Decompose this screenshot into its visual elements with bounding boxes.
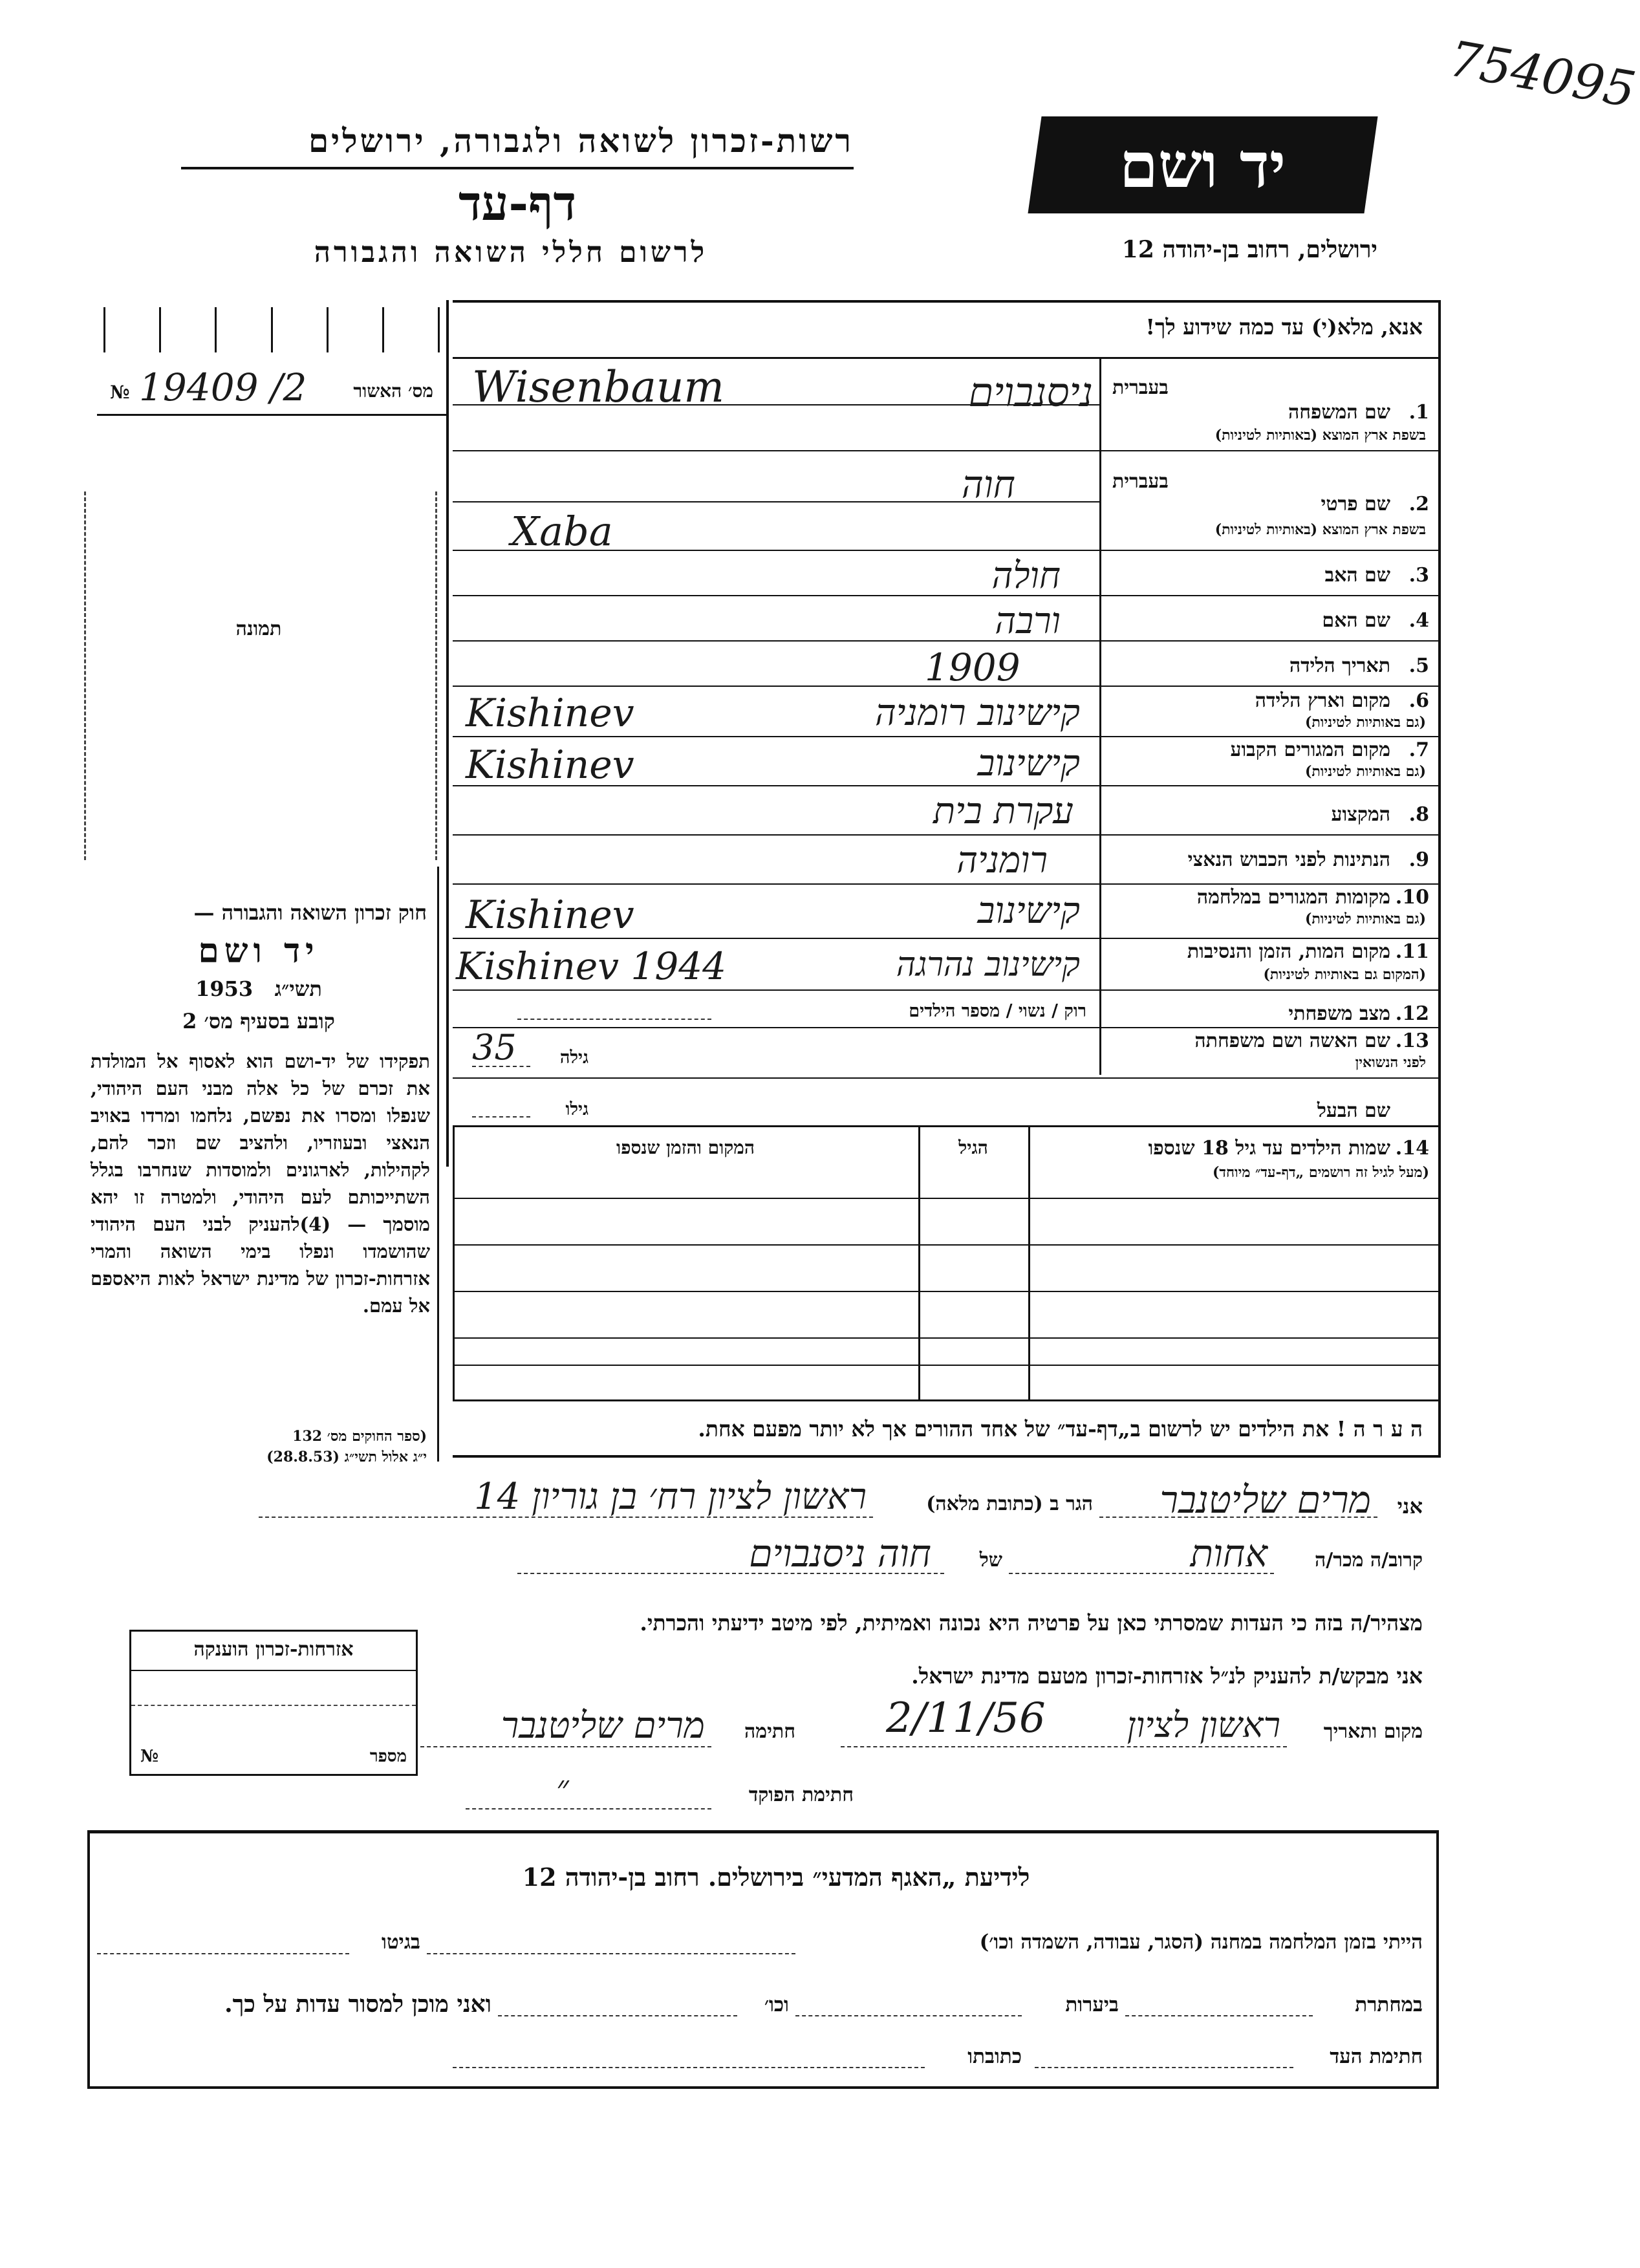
field-13-sub: לפני הנשואין — [1355, 1054, 1426, 1071]
citizenship-box — [129, 1630, 418, 1776]
underground-label: במחתרת — [1355, 1993, 1423, 2016]
citizenship-number-label: מספר — [369, 1747, 407, 1766]
registration-number: 19409 /2 — [139, 365, 307, 409]
field-9-label: הנתינות לפני הכבוש הנאצי — [1187, 848, 1390, 871]
declarant-address: ראשון לציון רח׳ בן גוריון 14 — [474, 1476, 867, 1518]
profession: עקרת בית — [933, 790, 1074, 832]
officer-value: ״ — [556, 1769, 569, 1808]
residence-latin: Kishinev — [466, 742, 634, 788]
wartime-residence-hebrew: קישינוב — [977, 890, 1080, 932]
birth-date: 1909 — [925, 645, 1020, 689]
wartime-residence-latin: Kishinev — [466, 892, 634, 938]
witness-signature-label: חתימת העד — [1330, 2045, 1423, 2068]
decl-statement-1: מצהיר/ה בזה כי העדות שמסרתי כאן על פרטיה היא נכונה ואמיתית, לפי מיטב ידיעתי והכרתי. — [640, 1610, 1423, 1636]
address: ירושלים, רחוב בן-יהודה 12 — [1121, 236, 1377, 263]
lower-frame-bottom — [87, 2086, 1439, 2089]
instruction-divider — [453, 357, 1441, 359]
form-title: דף-עד — [458, 176, 577, 232]
field-13-num: 13. — [1395, 1030, 1429, 1052]
camp-line: הייתי בזמן המלחמה במחנה (הסגר, עבודה, השמדה וכו׳) — [979, 1930, 1423, 1954]
children-row — [453, 1291, 1441, 1292]
marital-status-options: רוק / נשוי / מספר הילדים — [909, 1001, 1086, 1021]
signature-line — [420, 1746, 711, 1747]
frame-top — [453, 300, 1441, 303]
row-line — [453, 450, 1441, 451]
residence-hebrew: קישינוב — [977, 742, 1080, 784]
husband-label: שם הבעל — [1317, 1099, 1390, 1122]
children-sub: (מעל לגיל זה רושמים „דף-עד״ מיוחד) — [1212, 1164, 1429, 1181]
logo-text: יד ושם — [1119, 128, 1286, 202]
declarant-line — [1099, 1517, 1377, 1518]
etc-blank — [498, 2015, 737, 2016]
field-1-sub: בשפת ארץ המוצא (באותיות לטיניות) — [1214, 427, 1426, 444]
row-line — [453, 883, 1441, 885]
field-7-label: מקום המגורים הקבוע — [1230, 739, 1390, 761]
field-10-label: מקומות המגורים במלחמה — [1196, 886, 1390, 909]
field-9-num: 9. — [1408, 848, 1429, 871]
law-year-line — [91, 977, 427, 1001]
first-name-latin: Xaba — [511, 508, 613, 555]
field-2-num: 2. — [1408, 493, 1429, 515]
field-3-label: שם האב — [1324, 564, 1390, 587]
children-row — [453, 1337, 1441, 1339]
field-2-tag: בעברית — [1112, 470, 1169, 493]
field-6-sub: (גם באותיות לטיניות) — [1304, 714, 1426, 731]
lower-frame-left — [87, 1830, 90, 2089]
frame-left-bottom — [453, 1127, 455, 1399]
row-line — [453, 1125, 1441, 1127]
relation-line — [1009, 1573, 1274, 1574]
law-column-divider — [437, 867, 439, 1462]
field-13-label: שם האשה ושם משפחתה — [1194, 1030, 1390, 1052]
decl-statement-2: אני מבקש/ת להעניק לנ״ל אזרחות-זכרון מטעם מדינת ישראל. — [911, 1663, 1423, 1689]
signature-label: חתימה — [744, 1720, 795, 1743]
lower-divider — [87, 1830, 1439, 1833]
photo-label: תמונה — [235, 618, 282, 640]
of-line — [517, 1573, 944, 1574]
death-place-hebrew: קישינוב נהרגה — [896, 945, 1080, 984]
field-2-label: שם פרטי — [1321, 493, 1390, 515]
forests-label: ביערות — [1065, 1993, 1119, 2016]
witness-address-blank — [453, 2067, 925, 2068]
forests-blank — [795, 2015, 1022, 2016]
registration-no-symbol: № — [110, 382, 130, 403]
witness-address-label: כתובתו — [967, 2045, 1022, 2068]
field-5-num: 5. — [1408, 654, 1429, 677]
birth-place-hebrew: קישינוב רומניה — [874, 692, 1080, 734]
citizenship-no: № — [140, 1747, 159, 1766]
authority-underline — [181, 167, 854, 169]
lower-title: לידיעת „האגף המדעי״ בירושלים. רחוב בן-יהודה 12 — [522, 1863, 1030, 1892]
frame-left-top — [446, 300, 449, 1167]
field-11-sub: (המקום גם באותיות לטיניות) — [1263, 966, 1426, 983]
registration-label: מס׳ האשור — [353, 380, 433, 402]
children-col-place: המקום והזמן שנספו — [616, 1137, 755, 1158]
form-subtitle: לרשום חללי השואה והגבורה — [314, 236, 708, 269]
field-11-label: מקום המות, הזמן והנסיבות — [1187, 940, 1390, 963]
children-col-age: הגיל — [958, 1137, 988, 1158]
citizenship-title: אזרחות-זכרון הוענקה — [193, 1638, 354, 1661]
of-value: חוה ניסנבוים — [749, 1531, 931, 1575]
law-body: תפקידו של יד-ושם הוא לאסוף אל המולדת את זכרם של כל אלה מבני העם היהודי, שנפלו ומסרו את נפשם, נלחמו ומרדו באויב הנאצי ובעוזריו, ולהציב שם וזכר להם, לקהילות, לארגונים ולמוסדות שנחרבו בגלל השתייכותם לעם היהודי, ולמטרה זו יהא מוסמך — (4)להעניק לבני העם היהודי שהושמדו ונפלו בימי השואה והמרי אזרחות-זכרון של מדינת ישראל לאות היאספם אל עמם. — [91, 1050, 430, 1317]
ghetto-blank — [97, 1953, 349, 1954]
husband-age-line — [472, 1116, 530, 1118]
children-num: 14. — [1395, 1137, 1429, 1160]
witness-signature-blank — [1035, 2067, 1293, 2068]
instruction: אנא, מלא(י) עד כמה שידוע לך! — [1145, 314, 1423, 340]
field-1-num: 1. — [1408, 401, 1429, 424]
authority-name: רשות-זכרון לשואה ולגבורה, ירושלים — [308, 122, 854, 160]
wife-age: 35 — [472, 1027, 517, 1068]
father-name: חולה — [991, 555, 1061, 597]
children-col-2 — [918, 1127, 920, 1399]
death-place-latin: Kishinev 1944 — [456, 944, 727, 988]
field-12-num: 12. — [1395, 1002, 1429, 1025]
law-name: יד ושם — [198, 931, 319, 971]
address-line — [259, 1517, 873, 1518]
field-6-num: 6. — [1408, 689, 1429, 712]
children-count-line — [517, 1019, 711, 1020]
decl-relation-label: קרוב/ה מכר/ה — [1315, 1549, 1423, 1571]
surname-hebrew: ניסנבוים — [968, 369, 1093, 416]
row-line — [453, 1027, 1441, 1028]
registration-boxes — [103, 307, 440, 352]
archive-number: 754095 — [1445, 29, 1640, 119]
field-7-num: 7. — [1408, 739, 1429, 761]
row-line — [453, 938, 1441, 939]
relation-value: אחות — [1190, 1531, 1268, 1575]
frame-right — [1438, 300, 1441, 1458]
field-7-sub: (גם באותיות לטיניות) — [1304, 763, 1426, 780]
place-date-label: מקום ותאריך — [1323, 1720, 1423, 1743]
place-value: ראשון לציון — [1127, 1705, 1280, 1745]
field-10-num: 10. — [1395, 886, 1429, 909]
registration-line — [97, 414, 446, 416]
nationality: רומניה — [956, 839, 1048, 881]
underground-blank — [1125, 2015, 1313, 2016]
wife-age-label: גילה — [559, 1048, 588, 1068]
field-6-label: מקום וארץ הלידה — [1255, 689, 1390, 712]
date-value: 2/11/56 — [886, 1694, 1046, 1742]
decl-i-label: אני — [1397, 1494, 1423, 1518]
row-line — [453, 989, 1441, 991]
row-line — [453, 834, 1441, 836]
field-11-num: 11. — [1395, 940, 1429, 963]
birth-place-latin: Kishinev — [466, 691, 634, 736]
wife-age-line — [472, 1066, 530, 1067]
declarant-name: מרים שליטנבר — [1160, 1478, 1371, 1522]
field-5-label: תאריך הלידה — [1289, 654, 1390, 677]
ready-label: ואני מוכן למסור עדות על כך. — [224, 1991, 491, 2018]
children-table-bottom — [453, 1399, 1441, 1401]
law-section: קובע בסעיף מס׳ 2 — [182, 1009, 335, 1033]
camp-line-blank — [427, 1953, 795, 1954]
officer-line — [466, 1808, 711, 1809]
decl-resident-label: הגר ב (כתובת מלאה) — [926, 1493, 1093, 1515]
decl-of-label: של — [979, 1549, 1002, 1571]
children-title: שמות הילדים עד גיל 18 שנספו — [1148, 1137, 1390, 1160]
field-12-label: מצב משפחתי — [1288, 1002, 1390, 1025]
mother-name: ורבה — [995, 600, 1061, 642]
row-line — [453, 1077, 1441, 1079]
field-1-label: שם המשפחה — [1288, 401, 1390, 424]
field-8-num: 8. — [1408, 803, 1429, 826]
field-10-sub: (גם באותיות לטיניות) — [1304, 911, 1426, 927]
note-bottom — [453, 1455, 1441, 1458]
field-3-num: 3. — [1408, 564, 1429, 587]
signature-value: מרים שליטנבר — [501, 1705, 705, 1747]
field-8-label: המקצוע — [1331, 803, 1390, 826]
etc-label: וכו׳ — [764, 1993, 789, 2016]
field-2-sub: בשפת ארץ המוצא (באותיות לטיניות) — [1214, 521, 1426, 538]
place-date-line — [841, 1746, 1287, 1747]
children-note: ה ע ר ה ! את הילדים יש לרשום ב„דף-עד״ של אחד ההורים אך לא יותר מפעם אחת. — [698, 1416, 1423, 1442]
law-citation: (ספר החוקים מס׳ 132 י״ג אלול תשי״ג (28.8.53) — [266, 1428, 427, 1465]
field-4-label: שם האם — [1322, 609, 1390, 632]
row-line — [453, 736, 1441, 737]
officer-label: חתימת הפוקד — [748, 1784, 854, 1806]
husband-age-label: גילו — [565, 1099, 588, 1119]
ghetto-label: בגיטו — [382, 1930, 420, 1954]
law-year-hebrew: תשי״ג — [274, 977, 322, 1001]
lower-frame-right — [1436, 1830, 1439, 2089]
surname-latin: Wisenbaum — [472, 362, 724, 412]
law-title: חוק זכרון השואה והגבורה — — [193, 900, 427, 925]
children-col-1 — [1028, 1127, 1030, 1399]
labels-column-divider — [1099, 357, 1101, 1075]
first-name-hebrew: חוה — [961, 462, 1015, 506]
yad-vashem-logo — [1028, 116, 1377, 213]
children-row — [453, 1244, 1441, 1246]
children-row — [453, 1198, 1441, 1199]
field-1-tag: בעברית — [1112, 376, 1169, 399]
law-year: 1953 — [195, 977, 254, 1001]
field-4-num: 4. — [1408, 609, 1429, 632]
children-row — [453, 1365, 1441, 1366]
photo-box — [84, 491, 437, 860]
